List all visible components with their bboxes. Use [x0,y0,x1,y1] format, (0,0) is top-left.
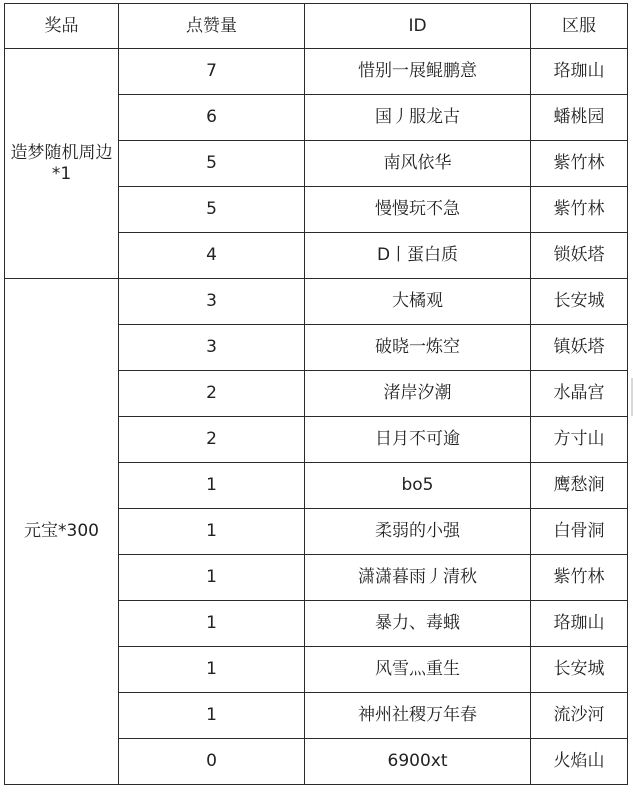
table-row [5,49,628,95]
server-cell: 锁妖塔 [531,233,628,279]
header-row [5,4,628,49]
id-cell: 6900xt [305,739,531,785]
likes-cell: 5 [119,141,305,187]
server-cell: 水晶宫 [531,371,628,417]
server-cell: 紫竹林 [531,555,628,601]
id-cell: 风雪灬重生 [305,647,531,693]
likes-cell: 4 [119,233,305,279]
server-cell: 紫竹林 [531,187,628,233]
id-cell: 大橘观 [305,279,531,325]
likes-cell: 3 [119,279,305,325]
likes-cell: 1 [119,601,305,647]
likes-cell: 1 [119,509,305,555]
prize-cell: 元宝*300 [5,279,119,785]
id-cell: 神州社稷万年春 [305,693,531,739]
header-prize: 奖品 [5,4,119,49]
id-cell: 惜别一展鲲鹏意 [305,49,531,95]
server-cell: 珞珈山 [531,49,628,95]
header-likes: 点赞量 [119,4,305,49]
id-cell: 南风依华 [305,141,531,187]
likes-cell: 5 [119,187,305,233]
header-id: ID [305,4,531,49]
server-cell: 白骨洞 [531,509,628,555]
id-cell: 慢慢玩不急 [305,187,531,233]
server-cell: 紫竹林 [531,141,628,187]
header-server: 区服 [531,4,628,49]
prize-winners-table [4,3,628,785]
likes-cell: 1 [119,463,305,509]
server-cell: 火焰山 [531,739,628,785]
id-cell: D丨蛋白质 [305,233,531,279]
likes-cell: 1 [119,647,305,693]
likes-cell: 2 [119,417,305,463]
likes-cell: 1 [119,555,305,601]
server-cell: 方寸山 [531,417,628,463]
likes-cell: 0 [119,739,305,785]
likes-cell: 3 [119,325,305,371]
server-cell: 流沙河 [531,693,628,739]
server-cell: 珞珈山 [531,601,628,647]
server-cell: 镇妖塔 [531,325,628,371]
likes-cell: 7 [119,49,305,95]
id-cell: 潇潇暮雨丿清秋 [305,555,531,601]
server-cell: 蟠桃园 [531,95,628,141]
id-cell: 国丿服龙古 [305,95,531,141]
server-cell: 长安城 [531,279,628,325]
table-row [5,279,628,325]
server-cell: 长安城 [531,647,628,693]
id-cell: 日月不可逾 [305,417,531,463]
prize-cell: 造梦随机周边*1 [5,49,119,279]
likes-cell: 2 [119,371,305,417]
id-cell: 暴力、毒蛾 [305,601,531,647]
id-cell: 破晓一炼空 [305,325,531,371]
likes-cell: 6 [119,95,305,141]
id-cell: 柔弱的小强 [305,509,531,555]
likes-cell: 1 [119,693,305,739]
id-cell: bo5 [305,463,531,509]
server-cell: 鹰愁涧 [531,463,628,509]
id-cell: 渚岸汐潮 [305,371,531,417]
